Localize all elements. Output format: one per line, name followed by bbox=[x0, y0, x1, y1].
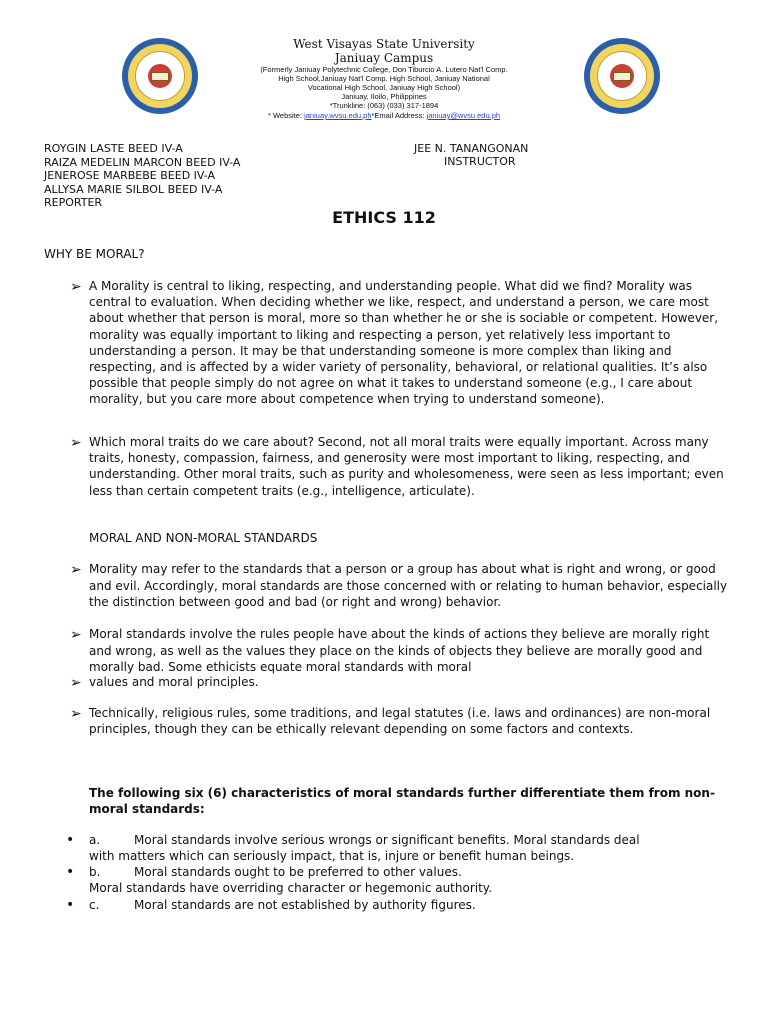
paragraph-morality-central: A Morality is central to liking, respecting, and understanding people. What did we find? Morality was central to evaluation. When deciding whether we like, respect, and understand a person, we care most about whether that person is moral, more so than whether he or she is sociable or competent. However, morality was equally important to liking and respecting a person, yet relatively less important to understanding a person. It may be that understanding someone is more complex than liking and respecting, and is affected by a wider variety of personality, behavioral, or relational qualities. It’s also possible that people simply do not agree on what it takes to understand someone (e.g., I care about morality, but you care more about competence when trying to understand someone). bbox=[89, 279, 719, 407]
dot-bullet-icon: • bbox=[66, 864, 75, 880]
reporter-role: REPORTER bbox=[44, 196, 103, 209]
address-line: Janiuay, Iloilo, Philippines bbox=[341, 92, 427, 101]
arrow-bullet-icon: ➢ bbox=[70, 435, 82, 451]
arrow-bullet-icon: ➢ bbox=[70, 706, 82, 722]
paragraph-moral-traits: Which moral traits do we care about? Second, not all moral traits were equally important. Across many traits, honesty, compassion, fairness, and generosity were most important to liking, respecting, and understanding. Other moral traits, such as purity and wholesomeness, were seen as less important; even less than certain competent traits (e.g., intelligence, articulate). bbox=[89, 435, 724, 498]
item-text: Moral standards involve serious wrongs or significant benefits. Moral standards deal bbox=[134, 833, 640, 847]
item-continuation: with matters which can seriously impact, that is, injure or benefit human beings. bbox=[89, 849, 575, 863]
instructor-title: INSTRUCTOR bbox=[444, 155, 516, 168]
arrow-bullet-icon: ➢ bbox=[70, 627, 82, 643]
university-name: West Visayas State University bbox=[293, 37, 475, 51]
dot-bullet-icon: • bbox=[66, 832, 75, 848]
item-text: Moral standards are not established by authority figures. bbox=[134, 898, 476, 912]
item-text: Moral standards ought to be preferred to other values. bbox=[134, 865, 462, 879]
arrow-bullet-icon: ➢ bbox=[70, 675, 82, 691]
email-link[interactable]: janiuay@wvsu.edu.ph bbox=[426, 111, 501, 120]
reporter-name: ALLYSA MARIE SILBOL BEED IV-A bbox=[44, 182, 223, 196]
arrow-bullet-icon: ➢ bbox=[70, 562, 82, 578]
former-names-line3: Vocational High School, Janiuay High School) bbox=[307, 83, 461, 92]
reporter-name: JENEROSE MARBEBE BEED IV-A bbox=[44, 169, 216, 182]
former-names-line2: High School,Janiuay Nat'l Comp. High School, Janiuay National bbox=[278, 74, 490, 83]
dot-bullet-icon: • bbox=[66, 897, 75, 913]
email-label: *Email Address: bbox=[371, 111, 425, 120]
reporter-list bbox=[44, 142, 240, 210]
former-names-line1: (Formerly Janiuay Polytechnic College, Don Tiburcio A. Lutero Nat'l Comp. bbox=[260, 65, 508, 74]
contact-line bbox=[0, 111, 768, 120]
document-title: ETHICS 112 bbox=[332, 208, 436, 227]
section-heading-six-characteristics: The following six (6) characteristics of moral standards further differentiate them from non-moral standards: bbox=[89, 786, 715, 816]
item-letter: a. bbox=[89, 833, 101, 847]
trunkline: *Trunkline: (063) (033) 317-1894 bbox=[329, 101, 439, 110]
section-heading-moral-standards: MORAL AND NON-MORAL STANDARDS bbox=[89, 531, 318, 545]
paragraph-values-principles: values and moral principles. bbox=[89, 675, 259, 689]
item-letter: c. bbox=[89, 898, 100, 912]
item-continuation: Moral standards have overriding character or hegemonic authority. bbox=[89, 881, 493, 895]
reporter-name: ROYGIN LASTE BEED IV-A bbox=[44, 142, 183, 155]
item-letter: b. bbox=[89, 865, 101, 879]
website-link[interactable]: janiuay.wvsu.edu.ph bbox=[304, 111, 372, 120]
paragraph-moral-rules: Moral standards involve the rules people have about the kinds of actions they believe are morally right and wrong, as well as the values they place on the kinds of objects they believe are morally good and morally bad. Some ethicists equate moral standards with moral bbox=[89, 627, 710, 675]
instructor-name: JEE N. TANANGONAN bbox=[414, 142, 529, 155]
reporter-name: RAIZA MEDELIN MARCON BEED IV-A bbox=[44, 155, 241, 169]
paragraph-morality-refers: Morality may refer to the standards that a person or a group has about what is right and wrong, or good and evil. Accordingly, moral standards are those concerned with or relating to human behavior, especially the distinction between good and bad (or right and wrong) behavior. bbox=[89, 562, 728, 610]
section-heading-why-be-moral: WHY BE MORAL? bbox=[44, 247, 145, 261]
arrow-bullet-icon: ➢ bbox=[70, 279, 82, 295]
paragraph-religious-rules: Technically, religious rules, some traditions, and legal statutes (i.e. laws and ordinances) are non-moral principles, though they can be ethically relevant depending on some factors and contexts. bbox=[89, 706, 711, 737]
campus-name: Janiuay Campus bbox=[334, 51, 434, 65]
website-label: * Website: bbox=[267, 111, 302, 120]
